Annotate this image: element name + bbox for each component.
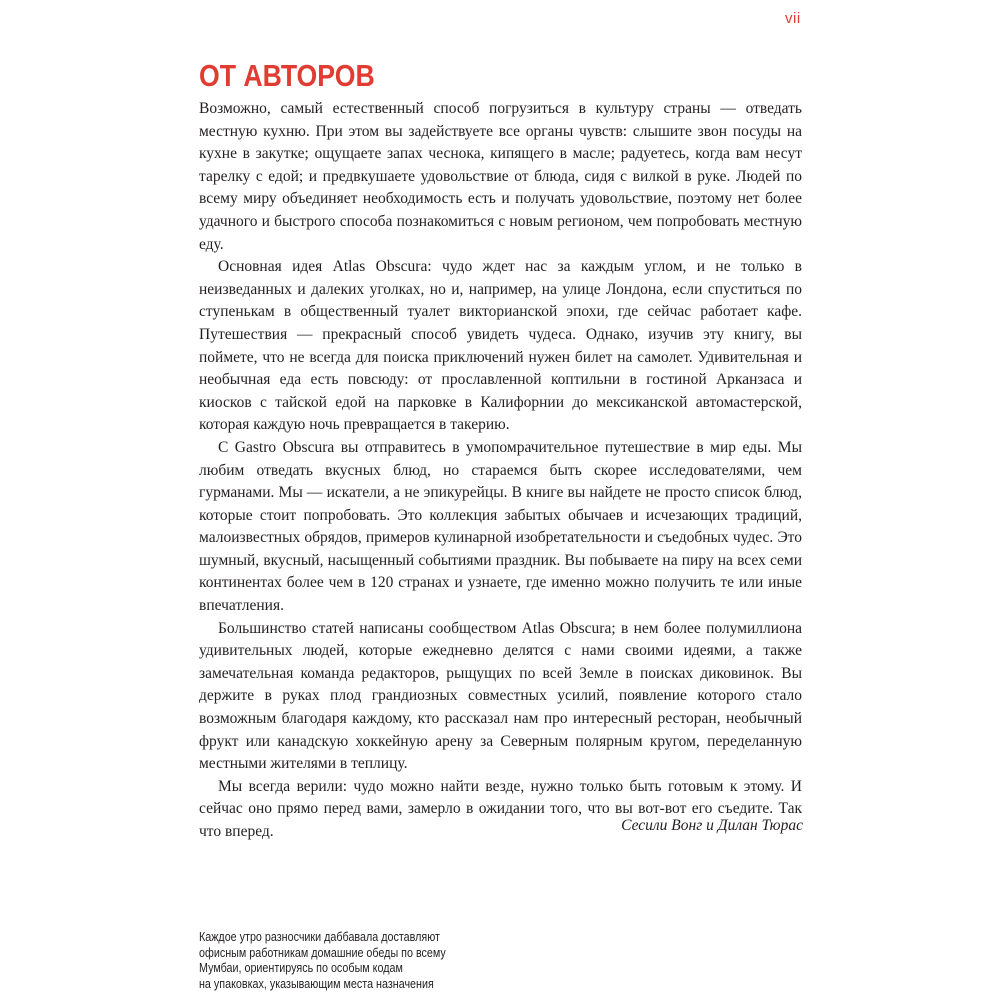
- caption-line: офисным работникам домашние обеды по всему: [199, 945, 446, 960]
- paragraph-5: Мы всегда верили: чудо можно найти везде, нужно только быть готовым к этому. И сейчас оно прямо перед вами, замерло в ожидании того, что вы вот-вот его съедите. Так что вперед.: [199, 777, 802, 840]
- paragraph-2: Основная идея Atlas Obscura: чудо ждет нас за каждым углом, и не только в неизведанных и далеких уголках, но и, например, на улице Лондона, если спуститься по ступенькам в общественный туалет викторианской эпохи, где сейчас работает кафе. Путешествия — прекрасный способ увидеть чудеса. Однако, изучив эту книгу, вы поймете, что не всегда для поиска приключений нужен билет на самолет. Удивительная и необычная еда есть повсюду: от прославленной коптильни в гостиной Арканзаса и киосков с тайской едой на парковке в Калифорнии до мексиканской автомастерской, которая каждую ночь превращается в такерию.: [199, 258, 802, 434]
- paragraph-1: Возможно, самый естественный способ погрузиться в культуру страны — отведать местную кухню. При этом вы задействуете все органы чувств: слышите звон посуды на кухне в закутке; ощущаете запах чеснока, кипящего в масле; радуетесь, когда вам несут тарелку с едой; и предвкушаете удовольствие от блюда, сидя с вилкой в руке. Людей по всему миру объединяет необходимость есть и получать удовольствие, поэтому нет более удачного и быстрого способа познакомиться с новым регионом, чем попробовать местную еду.: [199, 100, 802, 253]
- caption-line: Каждое утро разносчики даббавала доставляют: [199, 930, 440, 944]
- authors-signature: Сесили Вонг и Дилан Тюрас: [621, 817, 803, 834]
- photo-caption: [199, 930, 457, 992]
- paragraph-3: С Gastro Obscura вы отправитесь в умопомрачительное путешествие в мир еды. Мы любим отведать вкусных блюд, но стараемся быть скорее исследователями, чем гурманами. Мы — искатели, а не эпикурейцы. В книге вы найдете не просто список блюд, которые стоит попробовать. Это коллекция забытых обычаев и исчезающих традиций, малоизвестных обрядов, примеров кулинарной изобретательности и съедобных чудес. Это шумный, вкусный, насыщенный событиями праздник. Вы побываете на пиру на всех семи континентах более чем в 120 странах и узнаете, где именно можно получить те или иные впечатления.: [199, 438, 802, 615]
- caption-line: Мумбаи, ориентируясь по особым кодам: [199, 961, 403, 975]
- caption-line: на упаковках, указывающим места назначения: [199, 976, 434, 991]
- paragraph-4: Большинство статей написаны сообществом Atlas Obscura; в нем более полумиллиона удивительных людей, которые ежедневно делятся с нами своими идеями, а также замечательная команда редакторов, рыщущих по всей Земле в поисках диковинок. Вы держите в руках плод грандиозных совместных усилий, появление которого стало возможным благодаря каждому, кто рассказал нам про интересный ресторан, необычный фрукт или канадскую хоккейную арену за Северным полярным кругом, переделанную местными жителями в теплицу.: [199, 619, 802, 773]
- body-text: [199, 98, 802, 844]
- page-title: ОТ АВТОРОВ: [199, 58, 375, 93]
- page-number: vii: [785, 10, 801, 27]
